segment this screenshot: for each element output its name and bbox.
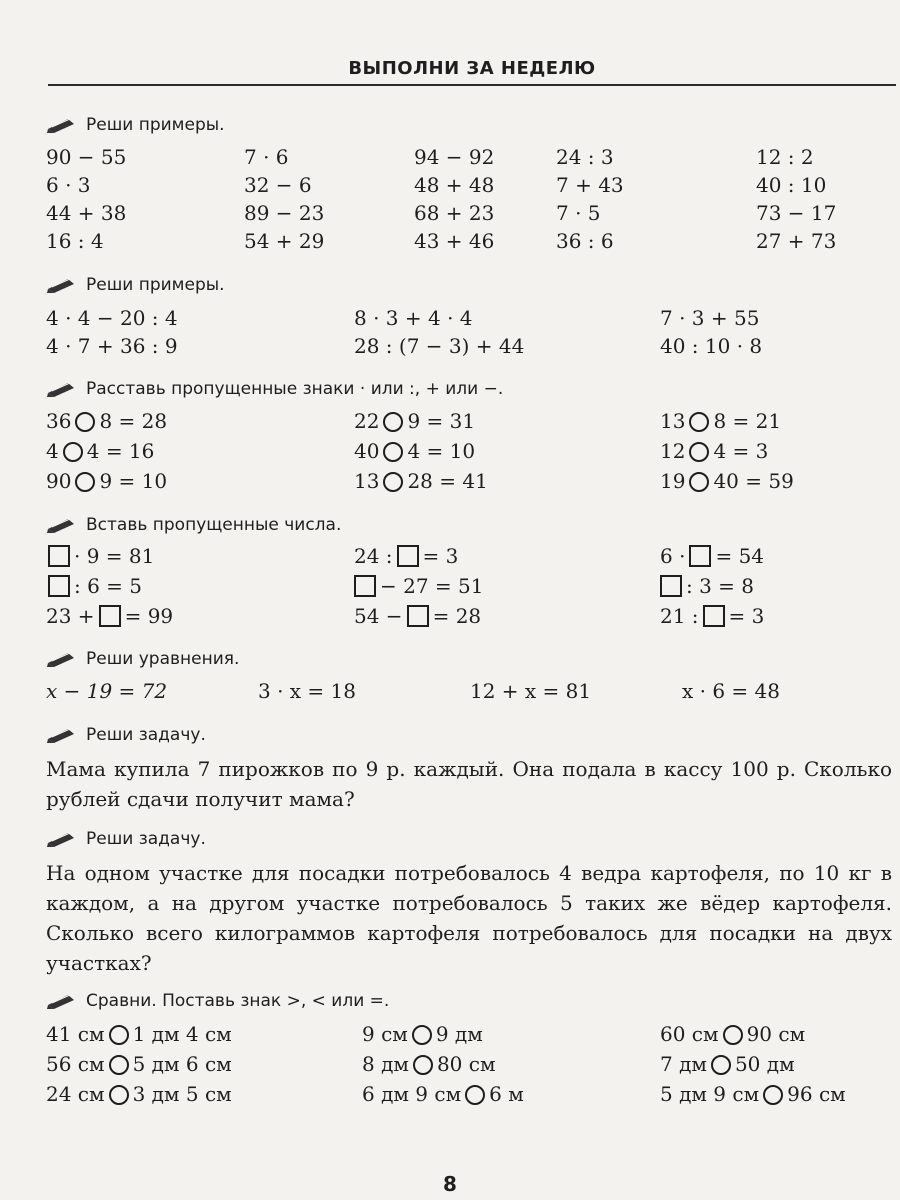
answer-circle[interactable]: [75, 472, 95, 492]
answer-box[interactable]: [397, 545, 419, 567]
compare-item: 9 см 9 дм: [362, 1022, 483, 1046]
sign-item: 19 40 = 59: [660, 469, 794, 493]
answer-circle[interactable]: [689, 442, 709, 462]
missing-item: 6 · = 54: [660, 544, 765, 568]
example: 27 + 73: [756, 229, 837, 253]
expression: 28 : (7 − 3) + 44: [354, 334, 525, 358]
equation: x − 19 = 72: [46, 679, 168, 703]
problem-1-text: Мама купила 7 пирожков по 9 р. каждый. Она подала в кассу 100 р. Сколько рублей сдачи получит мама?: [46, 757, 892, 811]
example: 24 : 3: [556, 145, 614, 169]
answer-circle[interactable]: [689, 412, 709, 432]
answer-circle[interactable]: [763, 1085, 783, 1105]
page-header: [48, 54, 896, 86]
example: 7 + 43: [556, 173, 624, 197]
example: 7 · 5: [556, 201, 601, 225]
problem-2-text: На одном участке для посадки потребовалось 4 ведра картофеля, по 10 кг в каждом, а на другом участке потребовалось 5 таких же вёдер картофеля. Сколько всего килограммов картофеля потребовалось для посадки на двух участках?: [46, 861, 892, 975]
answer-circle[interactable]: [689, 472, 709, 492]
sign-item: 4 4 = 16: [46, 439, 155, 463]
example: 43 + 46: [414, 229, 495, 253]
example: 48 + 48: [414, 173, 495, 197]
section-title-problem-1: Реши задачу.: [46, 722, 206, 748]
expression: 8 · 3 + 4 · 4: [354, 306, 473, 330]
example: 44 + 38: [46, 201, 127, 225]
example: 32 − 6: [244, 173, 312, 197]
page-title: ВЫПОЛНИ ЗА НЕДЕЛЮ: [348, 58, 596, 79]
answer-circle[interactable]: [383, 442, 403, 462]
missing-item: 24 : = 3: [354, 544, 459, 568]
expression: 40 : 10 · 8: [660, 334, 763, 358]
expression: 4 · 4 − 20 : 4: [46, 306, 178, 330]
example: 12 : 2: [756, 145, 814, 169]
pencil-icon: [46, 992, 78, 1010]
compare-item: 6 дм 9 см 6 м: [362, 1082, 524, 1106]
answer-circle[interactable]: [63, 442, 83, 462]
missing-item: : 3 = 8: [656, 573, 754, 599]
answer-circle[interactable]: [383, 472, 403, 492]
missing-item: : 6 = 5: [44, 573, 142, 599]
example: 68 + 23: [414, 201, 495, 225]
sign-item: 36 8 = 28: [46, 409, 168, 433]
answer-box[interactable]: [99, 605, 121, 627]
example: 73 − 17: [756, 201, 837, 225]
answer-circle[interactable]: [711, 1055, 731, 1075]
sign-item: 40 4 = 10: [354, 439, 476, 463]
section-title-signs: Расставь пропущенные знаки · или :, + или −.: [46, 376, 503, 402]
sign-item: 13 8 = 21: [660, 409, 782, 433]
pencil-icon: [46, 830, 78, 848]
example: 90 − 55: [46, 145, 127, 169]
answer-box[interactable]: [407, 605, 429, 627]
section-title-examples-1: Реши примеры.: [46, 112, 225, 138]
example: 89 − 23: [244, 201, 325, 225]
answer-circle[interactable]: [109, 1025, 129, 1045]
section-title-compare: Сравни. Поставь знак >, < или =.: [46, 988, 389, 1014]
example: 6 · 3: [46, 173, 91, 197]
missing-item: 21 : = 3: [660, 604, 765, 628]
sign-item: 90 9 = 10: [46, 469, 168, 493]
compare-item: 41 см 1 дм 4 см: [46, 1022, 232, 1046]
sign-item: 12 4 = 3: [660, 439, 769, 463]
answer-circle[interactable]: [383, 412, 403, 432]
pencil-icon: [46, 650, 78, 668]
pencil-icon: [46, 380, 78, 398]
compare-item: 60 см 90 см: [660, 1022, 806, 1046]
example: 54 + 29: [244, 229, 325, 253]
pencil-icon: [46, 726, 78, 744]
answer-circle[interactable]: [412, 1025, 432, 1045]
section-title-equations: Реши уравнения.: [46, 646, 239, 672]
example: 36 : 6: [556, 229, 614, 253]
section-title-examples-2: Реши примеры.: [46, 272, 225, 298]
missing-item: 23 + = 99: [46, 604, 174, 628]
answer-circle[interactable]: [465, 1085, 485, 1105]
pencil-icon: [46, 516, 78, 534]
missing-item: 54 − = 28: [354, 604, 482, 628]
expression: 4 · 7 + 36 : 9: [46, 334, 178, 358]
answer-box[interactable]: [703, 605, 725, 627]
compare-item: 5 дм 9 см 96 см: [660, 1082, 846, 1106]
answer-circle[interactable]: [109, 1085, 129, 1105]
answer-box[interactable]: [689, 545, 711, 567]
section-title-missing-numbers: Вставь пропущенные числа.: [46, 512, 341, 538]
answer-circle[interactable]: [109, 1055, 129, 1075]
example: 40 : 10: [756, 173, 827, 197]
answer-circle[interactable]: [413, 1055, 433, 1075]
example: 16 : 4: [46, 229, 104, 253]
answer-box[interactable]: [660, 575, 682, 597]
pencil-icon: [46, 276, 78, 294]
answer-circle[interactable]: [723, 1025, 743, 1045]
example: 7 · 6: [244, 145, 289, 169]
sign-item: 22 9 = 31: [354, 409, 476, 433]
missing-item: − 27 = 51: [350, 573, 484, 599]
compare-item: 8 дм 80 см: [362, 1052, 496, 1076]
answer-box[interactable]: [354, 575, 376, 597]
equation: x · 6 = 48: [682, 679, 780, 703]
compare-item: 24 см 3 дм 5 см: [46, 1082, 232, 1106]
pencil-icon: [46, 116, 78, 134]
missing-item: · 9 = 81: [44, 543, 154, 569]
section-title-problem-2: Реши задачу.: [46, 826, 206, 852]
answer-circle[interactable]: [75, 412, 95, 432]
page-number: 8: [443, 1172, 457, 1196]
compare-item: 7 дм 50 дм: [660, 1052, 795, 1076]
answer-box[interactable]: [48, 545, 70, 567]
equation: 12 + x = 81: [470, 679, 592, 703]
expression: 7 · 3 + 55: [660, 306, 760, 330]
equation: 3 · x = 18: [258, 679, 356, 703]
compare-item: 56 см 5 дм 6 см: [46, 1052, 232, 1076]
answer-box[interactable]: [48, 575, 70, 597]
example: 94 − 92: [414, 145, 495, 169]
sign-item: 13 28 = 41: [354, 469, 488, 493]
